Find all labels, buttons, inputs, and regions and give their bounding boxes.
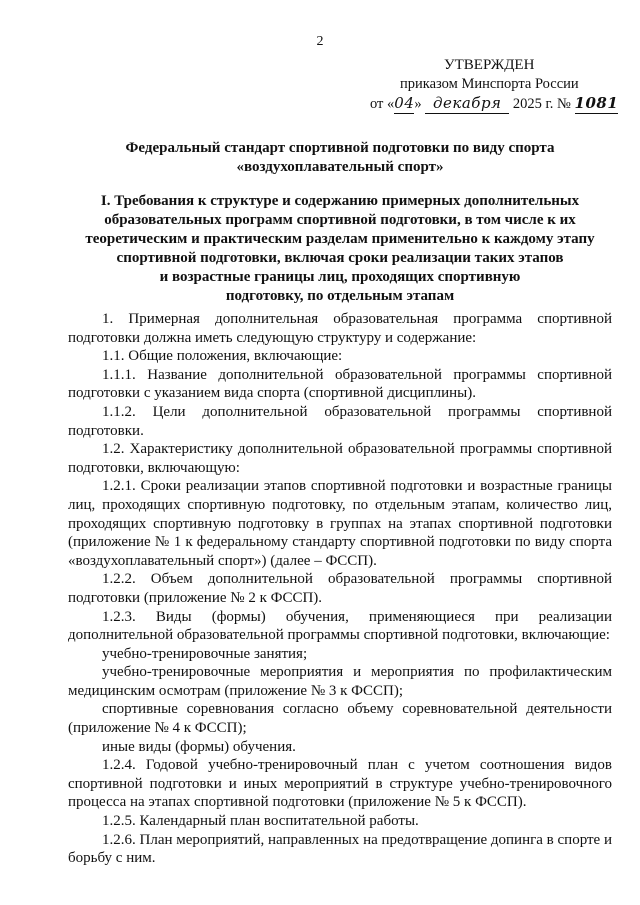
document-body [68,310,612,868]
paragraph: учебно-тренировочные занятия; [102,645,308,662]
section-line: образовательных программ спортивной подготовки, в том числе к их [104,212,576,228]
section-line: теоретическим и практическим разделам применительно к каждому этапу [85,231,595,247]
approval-block [370,56,620,114]
paragraph: 1.2. Характеристику дополнительной образовательной программы спортивной подготовки, включающую: [68,441,612,476]
paragraph: спортивные соревнования согласно объему соревновательной деятельности (приложение № 4 к ФССП); [68,701,612,737]
date-prefix: от « [370,96,395,112]
section-line: I. Требования к структуре и содержанию примерных дополнительных [100,193,580,209]
paragraph: 1.2.5. Календарный план воспитательной работы. [102,813,419,830]
paragraph: 1.2.1. Сроки реализации этапов спортивной подготовки и возрастные границы лиц, проходящих спортивную подготовку, по отдельным этапам, количество лиц, проходящих спортивную подготовку в группах на этапах спортивной подготовки (приложение № 1 к федеральному стандарту спортивной подготовки по виду спорта «воздухоплавательный спорт») (далее – ФССП). [68,478,612,569]
section-line: и возрастные границы лиц, проходящих спортивную [159,269,521,285]
section-line: подготовку, по отдельным этапам [225,288,455,304]
paragraph: 1.1. Общие положения, включающие: [102,348,343,365]
paragraph: 1.2.3. Виды (формы) обучения, применяющиеся при реализации дополнительной образовательной программы спортивной подготовки, включающие: [68,608,612,644]
title-line: Федеральный стандарт спортивной подготовки по виду спорта [125,140,555,156]
paragraph: 1.1.1. Название дополнительной образовательной программы спортивной подготовки с указанием вида спорта (спортивной дисциплины). [68,366,612,402]
paragraph: 1.2.6. План мероприятий, направленных на предотвращение допинга в спорте и борьбу с ним. [68,831,612,867]
title-line: «воздухоплавательный спорт» [236,159,444,175]
paragraph: 1. Примерная дополнительная образовательная программа спортивной подготовки должна иметь следующую структуру и содержание: [68,311,612,346]
paragraph: 1.2.4. Годовой учебно-тренировочный план с учетом соотношения видов спортивной подготовки и иных мероприятий в структуре учебно-тренировочного процесса на этапах спортивной подготовки (приложение № 5 к ФССП). [68,757,612,811]
paragraph: 1.1.2. Цели дополнительной образовательной программы спортивной подготовки. [68,403,612,439]
paragraph: иные виды (формы) обучения. [102,738,296,755]
paragraph: 1.2.2. Объем дополнительной образовательной программы спортивной подготовки (приложение № 2 к ФССП). [68,571,612,606]
page-number: 2 [316,34,324,49]
approval-date-line [370,94,620,114]
document-title [70,139,610,177]
approval-heading: УТВЕРЖДЕН [444,57,535,73]
date-day-handwritten: 04 [394,94,415,112]
paragraph: учебно-тренировочные мероприятия и мероприятия по профилактическим медицинским осмотрам (приложение № 3 к ФССП); [68,664,612,699]
date-month-handwritten: декабря [425,94,509,114]
date-mid: » [414,96,422,112]
section-line: спортивной подготовки, включая сроки реализации таких этапов [116,250,564,266]
section-heading [70,192,610,306]
order-number-handwritten: 1081 [574,94,619,112]
date-year: 2025 г. № [512,96,571,112]
approval-order-line: приказом Минспорта России [400,76,579,92]
